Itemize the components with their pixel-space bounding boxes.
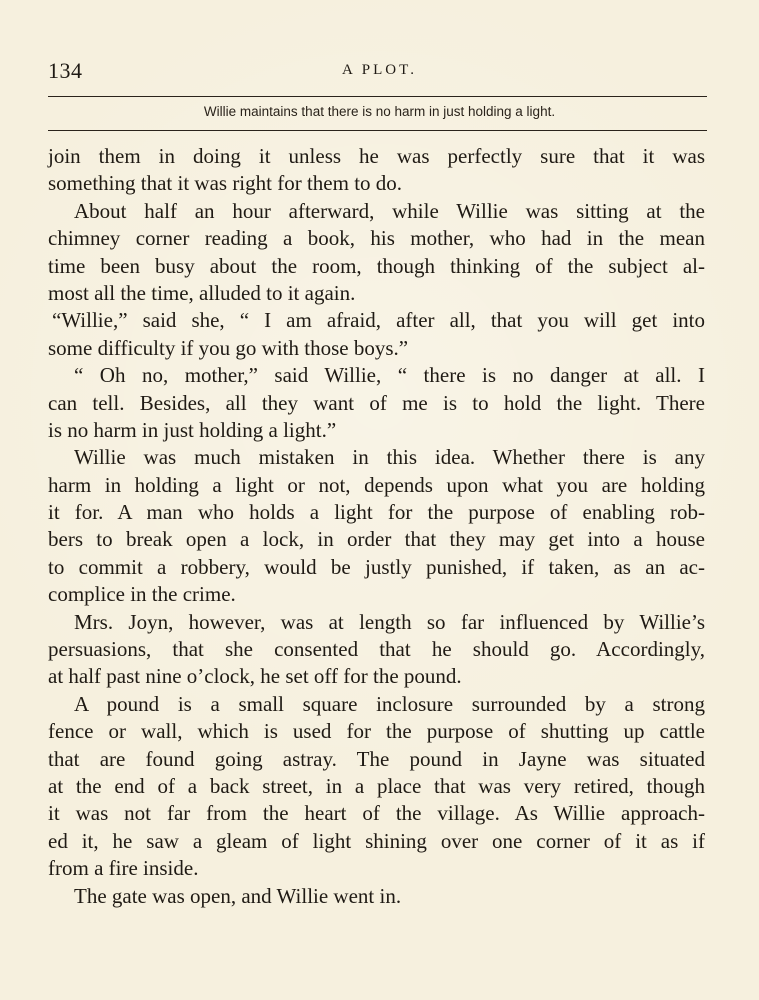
text-line: bers to break open a lock, in order that they may get into a house bbox=[48, 527, 705, 552]
text-line: “Willie,” said she, “ I am afraid, after all, that you will get into bbox=[52, 308, 705, 333]
text-line: complice in the crime. bbox=[48, 582, 236, 607]
chapter-summary: Willie maintains that there is no harm in just holding a light. bbox=[203, 104, 556, 119]
page-number: 134 bbox=[48, 58, 83, 83]
text-line: that are found going astray. The pound in Jayne was situated bbox=[48, 746, 705, 771]
text-line: it for. A man who holds a light for the purpose of enabling rob- bbox=[48, 500, 705, 525]
text-line: chimney corner reading a book, his mother, who had in the mean bbox=[48, 226, 705, 251]
text-line: at the end of a back street, in a place that was very retired, though bbox=[48, 773, 705, 798]
text-line: from a fire inside. bbox=[48, 856, 199, 881]
text-line: Mrs. Joyn, however, was at length so far influenced by Willie’s bbox=[74, 609, 705, 634]
text-line: ed it, he saw a gleam of light shining over one corner of it as if bbox=[48, 828, 705, 853]
text-line: can tell. Besides, all they want of me is to hold the light. There bbox=[48, 390, 705, 415]
text-line: to commit a robbery, would be justly punished, if taken, as an ac- bbox=[48, 554, 705, 579]
text-line: The gate was open, and Willie went in. bbox=[74, 883, 402, 908]
text-line: some difficulty if you go with those boys.” bbox=[48, 335, 409, 360]
text-line: “ Oh no, mother,” said Willie, “ there is no danger at all. I bbox=[74, 363, 705, 388]
text-line: is no harm in just holding a light.” bbox=[48, 417, 337, 442]
text-line: time been busy about the room, though thinking of the subject al- bbox=[48, 253, 705, 278]
header-rule-bottom bbox=[48, 130, 707, 131]
text-line: persuasions, that she consented that he should go. Accordingly, bbox=[48, 637, 705, 662]
text-line: join them in doing it unless he was perfectly sure that it was bbox=[48, 144, 705, 168]
text-line: fence or wall, which is used for the purpose of shutting up cattle bbox=[48, 719, 705, 744]
text-line: About half an hour afterward, while Willie was sitting at the bbox=[74, 198, 705, 223]
text-line: it was not far from the heart of the village. As Willie approach- bbox=[48, 801, 705, 826]
running-title: A PLOT. bbox=[342, 62, 417, 78]
text-line: harm in holding a light or not, depends upon what you are holding bbox=[48, 472, 705, 497]
text-line: something that it was right for them to do. bbox=[48, 171, 403, 196]
text-line: Willie was much mistaken in this idea. Whether there is any bbox=[74, 445, 705, 470]
text-line: most all the time, alluded to it again. bbox=[48, 280, 356, 305]
text-line: A pound is a small square inclosure surrounded by a strong bbox=[74, 691, 705, 716]
body-text bbox=[48, 143, 705, 910]
text-line: at half past nine o’clock, he set off for the pound. bbox=[48, 664, 462, 689]
header-rule-top bbox=[48, 96, 707, 97]
